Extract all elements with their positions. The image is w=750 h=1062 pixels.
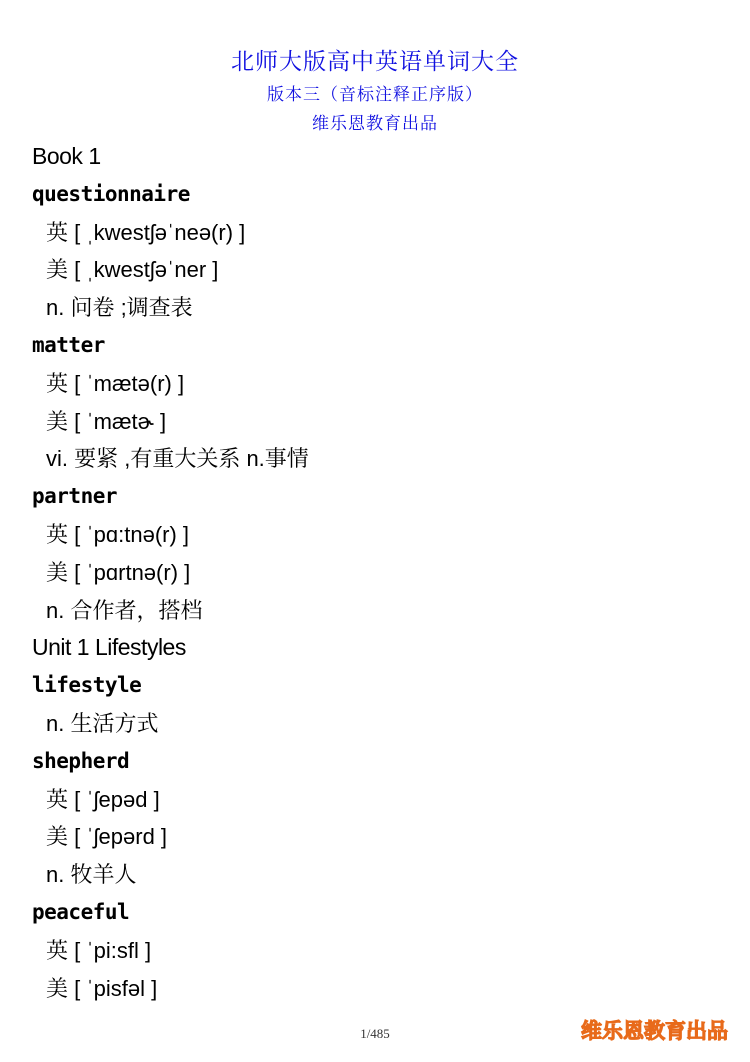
vocab-detail-line: 英 [ ˌkwestʃəˈneə(r) ] <box>46 219 246 245</box>
vocab-detail-line: n. 生活方式 <box>46 710 159 736</box>
vocab-detail-line: n. 问卷 ;调查表 <box>46 295 193 321</box>
vocab-detail-line: n. 牧羊人 <box>46 862 137 888</box>
vocab-detail-line: 英 [ ˈʃepəd ] <box>46 786 160 812</box>
vocab-detail-line: n. 合作者，搭档 <box>46 597 203 623</box>
vocab-word: peaceful <box>32 899 130 924</box>
vocab-detail-line: 美 [ ˌkwestʃəˈner ] <box>46 257 219 283</box>
vocab-word: partner <box>32 484 118 509</box>
vocab-detail-line: 英 [ ˈpɑ:tnə(r) ] <box>46 521 190 547</box>
vocab-detail-line: 美 [ ˈpɑrtnə(r) ] <box>46 559 191 585</box>
vocab-detail-line: vi. 要紧 ,有重大关系 n.事情 <box>46 446 309 472</box>
document-subtitle: 版本三（音标注释正序版） <box>267 85 483 104</box>
vocab-detail-line: 美 [ ˈʃepərd ] <box>46 824 168 850</box>
vocab-word: shepherd <box>32 748 130 773</box>
vocab-word: questionnaire <box>32 181 190 206</box>
vocab-word: lifestyle <box>32 673 142 698</box>
section-heading: Unit 1 Lifestyles <box>32 634 186 661</box>
document-publisher: 维乐恩教育出品 <box>312 114 438 133</box>
vocab-detail-line: 美 [ ˈmætɚ ] <box>46 408 167 434</box>
page-number: 1/485 <box>360 1026 390 1041</box>
document-title: 北师大版高中英语单词大全 <box>231 48 519 74</box>
watermark-logo: 维乐恩教育出品 <box>581 1020 728 1043</box>
vocabulary-list <box>32 138 732 1007</box>
vocab-word: matter <box>32 332 105 357</box>
vocab-detail-line: 美 [ ˈpisfəl ] <box>46 975 158 1001</box>
vocab-detail-line: 英 [ ˈmætə(r) ] <box>46 370 185 396</box>
vocab-detail-line: 英 [ ˈpi:sfl ] <box>46 937 152 963</box>
section-heading: Book 1 <box>32 143 101 169</box>
